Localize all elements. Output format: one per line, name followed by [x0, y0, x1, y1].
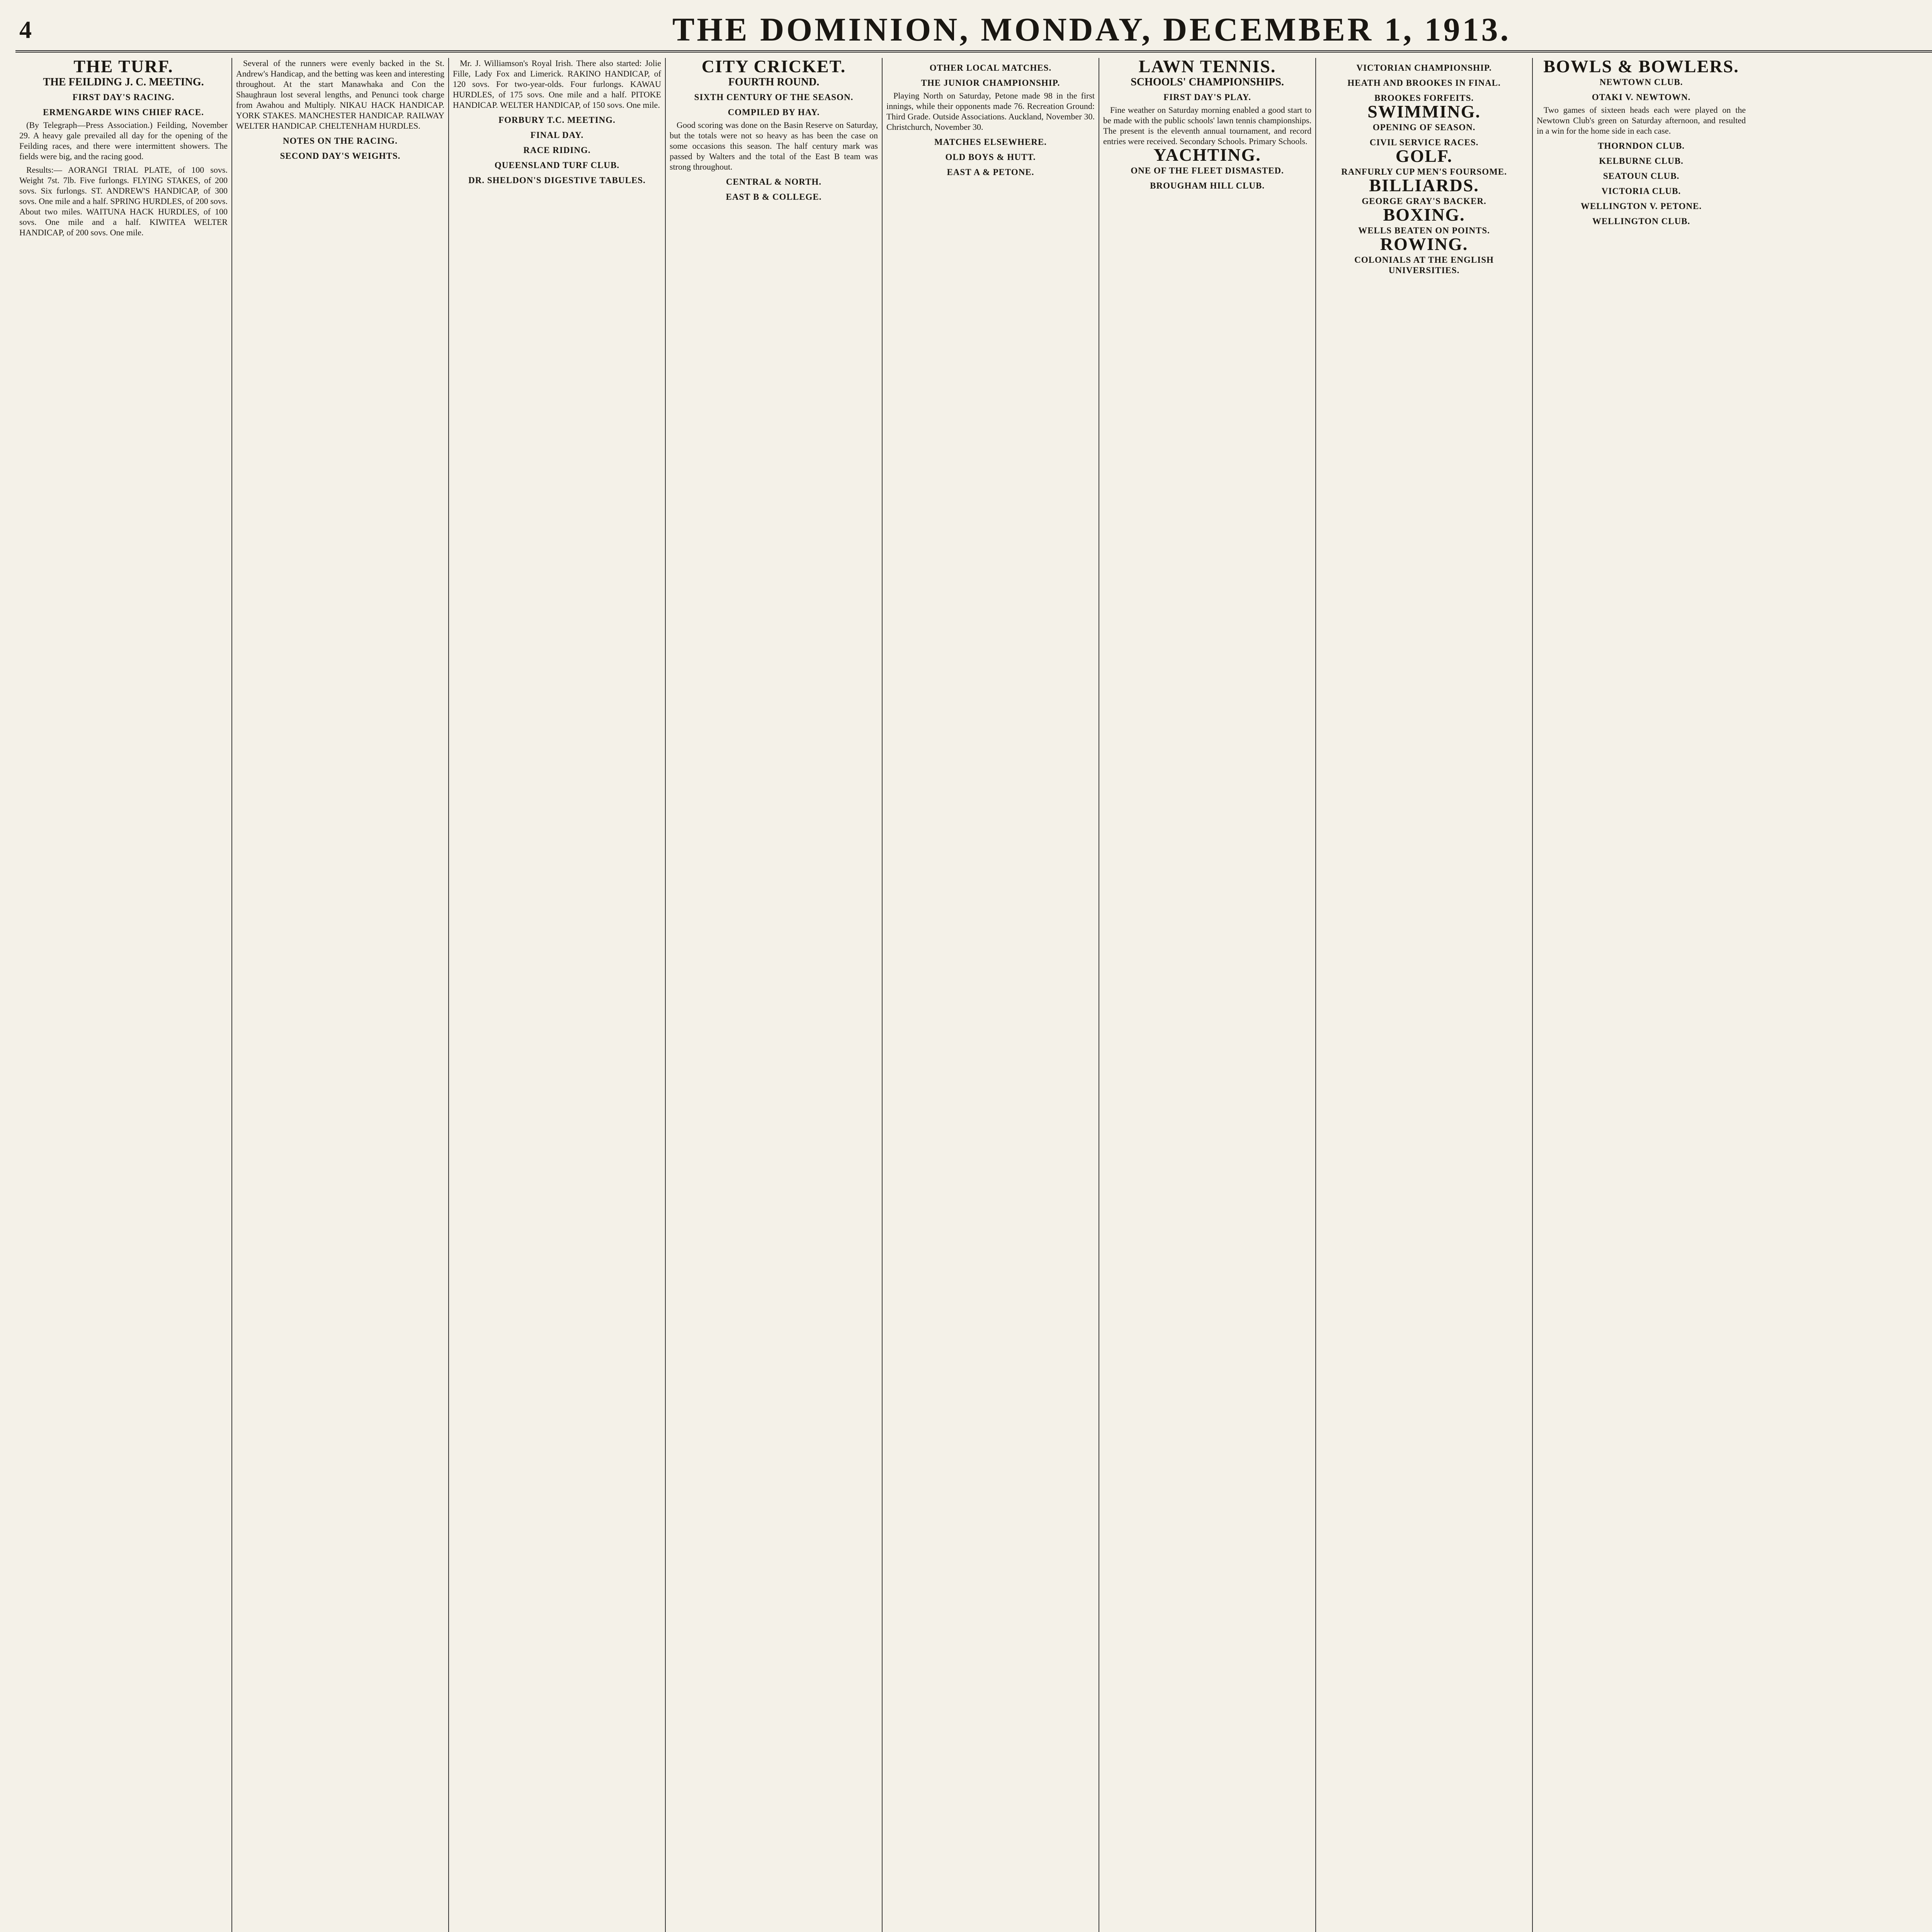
heading-victorian: VICTORIAN CHAMPIONSHIP. — [1356, 63, 1492, 73]
column-3 — [449, 58, 666, 1932]
heading-brookes-forfeits: BROOKES FORFEITS. — [1374, 93, 1474, 103]
heading-feilding: THE FEILDING J. C. MEETING. — [43, 76, 204, 88]
heading-seatoun: SEATOUN CLUB. — [1603, 171, 1680, 181]
heading-second-day: SECOND DAY'S WEIGHTS. — [280, 151, 401, 161]
article-body: Mr. J. Williamson's Royal Irish. There also started: Jolie Fille, Lady Fox and Limerick. RAKINO HANDICAP, of 120 sovs. For two-year-olds. Four furlongs. KAWAU HURDLES, of 175 sovs. One mile and a half. PITOKE HANDICAP. WELTER HANDICAP, of 150 sovs. One mile. — [453, 58, 661, 110]
section-cricket: CITY CRICKET. — [701, 58, 846, 76]
heading-ermengarde: ERMENGARDE WINS CHIEF RACE. — [43, 107, 204, 117]
heading-kelburne: KELBURNE CLUB. — [1599, 156, 1684, 166]
heading-victoria: VICTORIA CLUB. — [1601, 186, 1681, 196]
columns — [15, 58, 1932, 1932]
heading-qtc: QUEENSLAND TURF CLUB. — [494, 160, 620, 170]
heading-notes: NOTES ON THE RACING. — [283, 136, 398, 146]
masthead — [15, 8, 1932, 53]
section-rowing: ROWING. — [1380, 234, 1468, 254]
heading-brougham: BROUGHAM HILL CLUB. — [1150, 181, 1265, 190]
article-body: Playing North on Saturday, Petone made 98 in the first innings, while their opponents made 76. Recreation Ground: Third Grade. Outside Associations. Auckland, November 30. Christchurch, November 30. — [886, 91, 1095, 132]
column-6 — [1099, 58, 1316, 1932]
heading-wells: WELLS BEATEN ON POINTS. — [1358, 226, 1490, 235]
heading-tabules: DR. SHELDON'S DIGESTIVE TABULES. — [468, 175, 646, 185]
heading-junior: THE JUNIOR CHAMPIONSHIP. — [921, 78, 1060, 88]
heading-wellington-club: WELLINGTON CLUB. — [1592, 216, 1690, 226]
column-4 — [666, 58, 883, 1932]
article-intro: (By Telegraph—Press Association.) Feilding, November 29. A heavy gale prevailed all day for the opening of the Feilding races, and there were intermittent showers. The fields were big, and the racing good. — [19, 120, 228, 161]
heading-schools: SCHOOLS' CHAMPIONSHIPS. — [1131, 76, 1284, 88]
heading-dismasted: ONE OF THE FLEET DISMASTED. — [1131, 166, 1284, 175]
section-turf: THE TURF. — [73, 58, 173, 76]
article-body: Results:— AORANGI TRIAL PLATE, of 100 sovs. Weight 7st. 7lb. Five furlongs. FLYING STAKES, of 200 sovs. Six furlongs. ST. ANDREW'S HANDICAP, of 300 sovs. One mile and a half. SPRING HURDLES, of 200 sovs. About two miles. WAITUNA HACK HURDLES, of 100 sovs. One mile and a half. KIWITEA WELTER HANDICAP, of 200 sovs. One mile. — [19, 165, 228, 237]
heading-old-boys: OLD BOYS & HUTT. — [945, 152, 1036, 162]
heading-otaki: OTAKI V. NEWTOWN. — [1592, 92, 1691, 102]
heading-century: SIXTH CENTURY OF THE SEASON. — [694, 92, 854, 102]
heading-central-north: CENTRAL & NORTH. — [726, 177, 822, 187]
newspaper-title: THE DOMINION, MONDAY, DECEMBER 1, 1913. — [672, 11, 1511, 48]
heading-gray-backer: GEORGE GRAY'S BACKER. — [1362, 196, 1486, 206]
article-body: Good scoring was done on the Basin Reserve on Saturday, but the totals were not so heavy as has been the case on some occasions this season. The half century mark was passed by Walters and the total of the East B team was strong throughout. — [670, 120, 878, 172]
heading-thorndon: THORNDON CLUB. — [1598, 141, 1685, 151]
section-boxing: BOXING. — [1383, 205, 1465, 224]
heading-first-day: FIRST DAY'S RACING. — [72, 92, 175, 102]
heading-elsewhere: MATCHES ELSEWHERE. — [934, 137, 1047, 147]
heading-newtown: NEWTOWN CLUB. — [1599, 77, 1683, 87]
section-swimming: SWIMMING. — [1367, 102, 1481, 121]
article-body: Two games of sixteen heads each were played on the Newtown Club's green on Saturday afternoon, and resulted in a win for the home side in each case. — [1537, 105, 1746, 136]
heading-wellington-petone: WELLINGTON V. PETONE. — [1580, 201, 1702, 211]
column-5 — [883, 58, 1099, 1932]
page-number: 4 — [19, 16, 32, 43]
heading-final-day: FINAL DAY. — [530, 130, 584, 140]
heading-east-b: EAST B & COLLEGE. — [726, 192, 822, 202]
section-lawn-tennis: LAWN TENNIS. — [1138, 58, 1276, 76]
column-7 — [1316, 58, 1533, 1932]
section-bowls: BOWLS & BOWLERS. — [1543, 58, 1739, 76]
heading-colonials: COLONIALS AT THE ENGLISH UNIVERSITIES. — [1354, 255, 1494, 275]
heading-east-a: EAST A & PETONE. — [947, 167, 1034, 177]
heading-first-day-play: FIRST DAY'S PLAY. — [1163, 92, 1251, 102]
article-body: Several of the runners were evenly backed in the St. Andrew's Handicap, and the betting was keen and interesting throughout. At the start Manawhaka and Con the Shaughraun lost several lengths, and Penunci took charge from Awahou and Multiply. NIKAU HACK HANDICAP. YORK STAKES. MANCHESTER HANDICAP. RAILWAY WELTER HANDICAP. CHELTENHAM HURDLES. — [236, 58, 444, 131]
heading-forbury: FORBURY T.C. MEETING. — [498, 115, 616, 125]
section-billiards: BILLIARDS. — [1369, 175, 1479, 195]
heading-civil-service: CIVIL SERVICE RACES. — [1369, 138, 1479, 147]
heading-compiled: COMPILED BY HAY. — [728, 107, 820, 117]
column-1 — [15, 58, 232, 1932]
article-body: Fine weather on Saturday morning enabled a good start to be made with the public schools' lawn tennis championships. The present is the eleventh annual tournament, and record entries were received. Secondary Schools. Primary Schools. — [1103, 105, 1311, 146]
column-2 — [232, 58, 449, 1932]
heading-race-riding: RACE RIDING. — [523, 145, 591, 155]
section-golf: GOLF. — [1395, 146, 1453, 166]
heading-fourth-round: FOURTH ROUND. — [728, 76, 820, 88]
heading-heath-brookes: HEATH AND BROOKES IN FINAL. — [1347, 78, 1501, 88]
column-8 — [1533, 58, 1750, 1932]
heading-opening-season: OPENING OF SEASON. — [1372, 122, 1476, 132]
section-yachting: YACHTING. — [1153, 145, 1261, 165]
heading-ranfurly: RANFURLY CUP MEN'S FOURSOME. — [1341, 167, 1507, 177]
heading-other-local: OTHER LOCAL MATCHES. — [929, 63, 1052, 73]
